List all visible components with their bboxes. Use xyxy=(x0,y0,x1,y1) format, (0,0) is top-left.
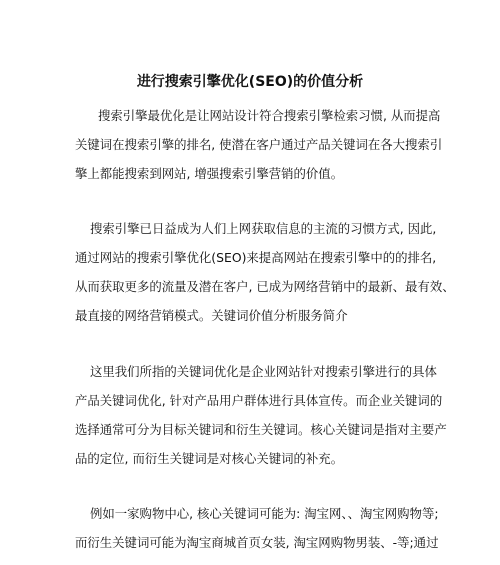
paragraph-line: 搜索引擎已日益成为人们上网获取信息的主流的习惯方式, 因此, xyxy=(90,221,437,236)
paragraph-line: 品的定位, 而衍生关键词是对核心关键词的补充。 xyxy=(75,451,344,466)
paragraph-line: 例如一家购物中心, 核心关键词可能为: 淘宝网、、淘宝网购物等; xyxy=(90,506,439,521)
paragraph-line: 这里我们所指的关键词优化是企业网站针对搜索引擎进行的具体 xyxy=(90,364,437,379)
paragraph-line: 最直接的网络营销模式。关键词价值分析服务简介 xyxy=(75,308,348,323)
paragraph-line: 从而获取更多的流量及潜在客户, 已成为网络营销中的最新、最有效、 xyxy=(75,279,455,294)
paragraph-line: 关键词在搜索引擎的排名, 使潜在客户通过产品关键词在各大搜索引 xyxy=(75,137,443,152)
paragraph-line: 而衍生关键词可能为淘宝商城首页女装, 淘宝网购物男装、-等;通过 xyxy=(75,535,439,550)
paragraph-line: 擎上都能搜索到网站, 增强搜索引擎营销的价值。 xyxy=(75,166,344,181)
paragraph-line: 通过网站的搜索引擎优化(SEO)来提高网站在搜索引擎中的的排名, xyxy=(75,250,437,265)
paragraph-line: 产品关键词优化, 针对产品用户群体进行具体宣传。而企业关键词的 xyxy=(75,393,443,408)
document-title: 进行搜索引擎优化(SEO)的价值分析 xyxy=(136,74,364,90)
paragraph-line: 搜索引擎最优化是让网站设计符合搜索引擎检索习惯, 从而提高 xyxy=(98,108,441,123)
paragraph-line: 选择通常可分为目标关键词和衍生关键词。核心关键词是指对主要产 xyxy=(75,422,447,437)
